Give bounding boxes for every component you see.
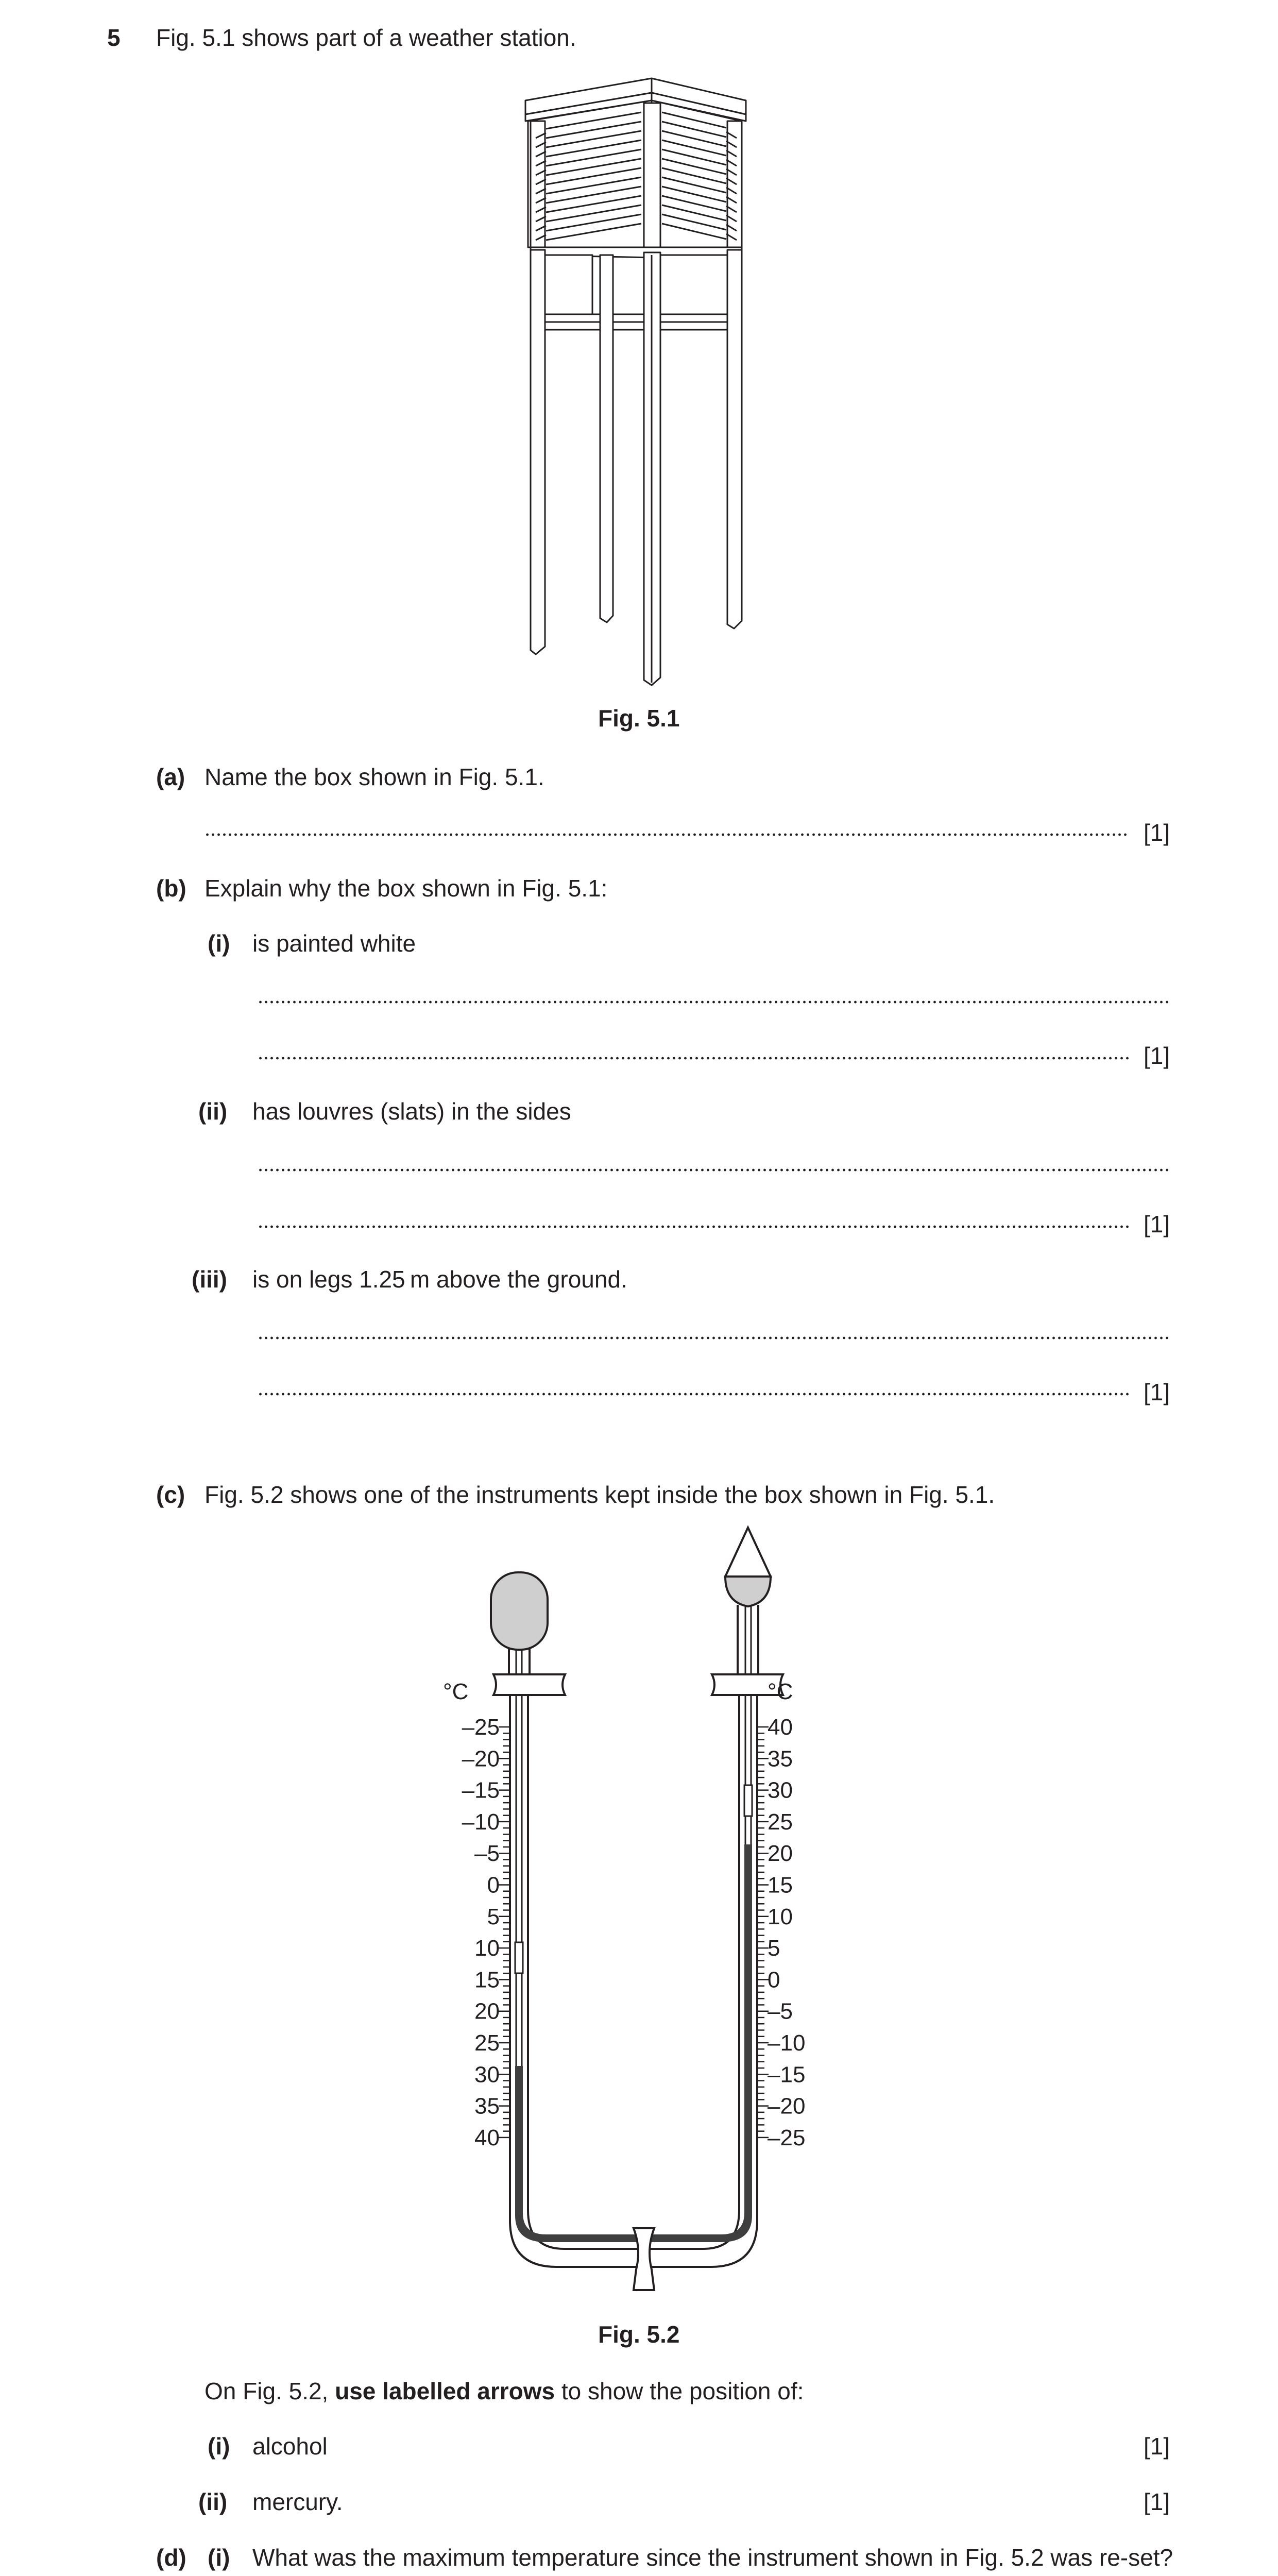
right-scale-label: –15 (768, 2062, 806, 2088)
left-scale-label: –10 (462, 1809, 500, 1835)
part-c-text: Fig. 5.2 shows one of the instruments kept inside the box shown in Fig. 5.1. (205, 1481, 995, 1508)
right-scale-label: 25 (768, 1809, 793, 1835)
part-c-i-marks: [1] (1144, 2433, 1170, 2460)
part-b-i-text: is painted white (252, 930, 416, 957)
part-b-iii-text: is on legs 1.25 m above the ground. (252, 1266, 627, 1293)
left-scale-label: 0 (487, 1872, 500, 1898)
left-unit-label: °C (443, 1679, 469, 1704)
fig-5-2-caption: Fig. 5.2 (598, 2321, 680, 2348)
part-c-instruction (205, 2379, 804, 2403)
right-scale-label: 15 (768, 1872, 793, 1898)
part-a-answer-line[interactable] (205, 833, 1129, 836)
part-b-iii-marks: [1] (1144, 1379, 1170, 1405)
part-b-i-answer-line-2[interactable] (258, 1057, 1129, 1060)
question-intro: Fig. 5.1 shows part of a weather station. (156, 24, 576, 51)
part-a-label: (a) (156, 764, 185, 790)
part-b-iii-label: (iii) (192, 1266, 227, 1293)
left-scale-label: –5 (474, 1841, 500, 1867)
part-b-ii-text: has louvres (slats) in the sides (252, 1098, 571, 1125)
left-scale-label: 35 (474, 2093, 500, 2119)
part-c-i-label: (i) (208, 2433, 230, 2460)
right-scale-label: –20 (768, 2093, 806, 2119)
part-b-iii-answer-line-2[interactable] (258, 1393, 1129, 1396)
part-d-i-text: What was the maximum temperature since the instrument shown in Fig. 5.2 was re-set? (252, 2544, 1173, 2571)
part-c-ii-marks: [1] (1144, 2488, 1170, 2515)
left-scale-label: 15 (474, 1967, 500, 1993)
left-scale-label: 30 (474, 2062, 500, 2088)
part-c-instruction-post: to show the position of: (561, 2378, 804, 2404)
left-scale-label: –15 (462, 1777, 500, 1803)
right-scale-label: –10 (768, 2030, 806, 2056)
part-b-i-answer-line-1[interactable] (258, 1001, 1171, 1004)
left-scale-label: 25 (474, 2030, 500, 2056)
question-number: 5 (107, 24, 121, 51)
part-b-iii-answer-line-1[interactable] (258, 1336, 1171, 1340)
right-scale-label: 5 (768, 1936, 780, 1961)
thermometer-tube (491, 1528, 783, 2290)
part-c-i-text: alcohol (252, 2433, 328, 2460)
part-b-i-marks: [1] (1144, 1042, 1170, 1069)
fig-5-1-drawing (515, 72, 762, 685)
part-c-instruction-pre: On Fig. 5.2, (205, 2378, 329, 2404)
part-b-ii-label: (ii) (198, 1098, 228, 1125)
part-b-ii-answer-line-2[interactable] (258, 1225, 1129, 1228)
left-scale-label: 40 (474, 2125, 500, 2150)
left-scale-label: –25 (462, 1715, 500, 1740)
right-scale-label: 0 (768, 1967, 780, 1993)
left-scale-label: 10 (474, 1936, 500, 1961)
part-a-text: Name the box shown in Fig. 5.1. (205, 764, 544, 790)
part-a-marks: [1] (1144, 819, 1170, 846)
right-scale-label: –5 (768, 1998, 793, 2024)
part-d-i-label: (i) (208, 2544, 230, 2571)
part-b-label: (b) (156, 875, 186, 902)
left-scale-label: 20 (474, 1998, 500, 2024)
part-c-label: (c) (156, 1481, 185, 1508)
left-scale-label: –20 (462, 1746, 500, 1772)
right-unit-label: °C (768, 1679, 793, 1704)
right-scale-label: 35 (768, 1746, 793, 1772)
part-b-i-label: (i) (208, 930, 230, 957)
part-c-instruction-bold: use labelled arrows (335, 2378, 555, 2404)
right-scale-label: –25 (768, 2125, 806, 2150)
right-scale-label: 20 (768, 1841, 793, 1867)
part-b-ii-marks: [1] (1144, 1211, 1170, 1238)
part-b-ii-answer-line-1[interactable] (258, 1168, 1171, 1172)
right-scale-label: 30 (768, 1777, 793, 1803)
part-d-label: (d) (156, 2544, 186, 2571)
left-scale-label: 5 (487, 1904, 500, 1929)
part-b-text: Explain why the box shown in Fig. 5.1: (205, 875, 608, 902)
fig-5-1-caption: Fig. 5.1 (598, 705, 680, 732)
right-scale-label: 40 (768, 1715, 793, 1740)
part-c-ii-label: (ii) (198, 2488, 228, 2515)
part-c-ii-text: mercury. (252, 2488, 343, 2515)
right-scale-label: 10 (768, 1904, 793, 1929)
fig-5-2-thermometer (443, 1525, 834, 2287)
